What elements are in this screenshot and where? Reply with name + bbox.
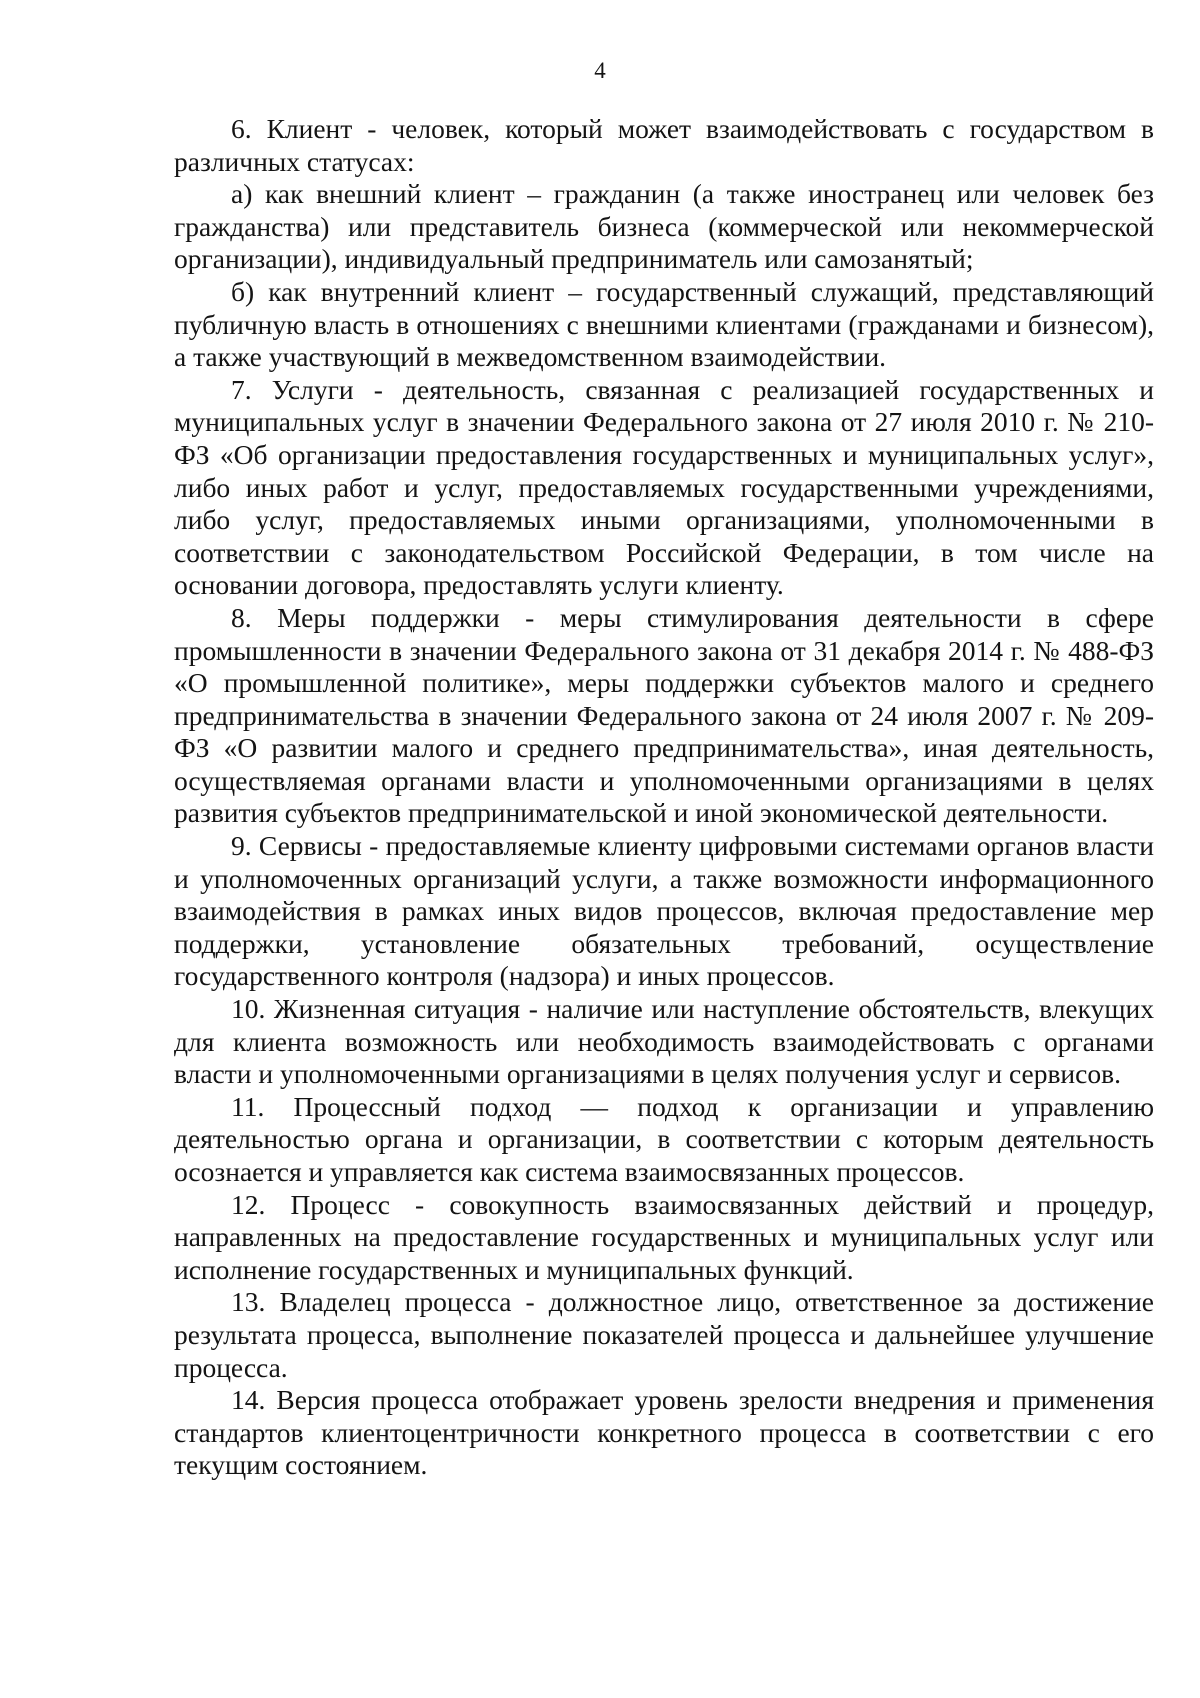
paragraph-client-definition: 6. Клиент - человек, который может взаимодействовать с государством в различных статусах:: [174, 113, 1154, 177]
paragraph-support-measures: 8. Меры поддержки - меры стимулирования деятельности в сфере промышленности в значении Федерального закона от 31 декабря 2014 г. № 488-ФЗ «О промышленной политике», меры поддержки субъектов малого и среднего предпринимательства в значении Федерального закона от 24 июля 2007 г. № 209-ФЗ «О развитии малого и среднего предпринимательства», иная деятельность, осуществляемая органами власти и уполномоченными организациями в целях развития субъектов предпринимательской и иной экономической деятельности.: [174, 601, 1154, 829]
paragraph-services-definition: 7. Услуги - деятельность, связанная с реализацией государственных и муниципальных услуг в значении Федерального закона от 27 июля 2010 г. № 210-ФЗ «Об организации предоставления государственных и муниципальных услуг», либо иных работ и услуг, предоставляемых государственными учреждениями, либо услуг, предоставляемых иными организациями, уполномоченными в соответствии с законодательством Российской Федерации, в том числе на основании договора, предоставлять услуги клиенту.: [174, 373, 1154, 601]
document-body: [174, 113, 1154, 1482]
page-number: 4: [594, 58, 606, 83]
paragraph-process-version: 14. Версия процесса отображает уровень зрелости внедрения и применения стандартов клиентоцентричности конкретного процесса в соответствии с его текущим состоянием.: [174, 1384, 1154, 1481]
paragraph-external-client: а) как внешний клиент – гражданин (а также иностранец или человек без гражданства) или представитель бизнеса (коммерческой или некоммерческой организации), индивидуальный предприниматель или самозанятый;: [174, 178, 1154, 275]
paragraph-internal-client: б) как внутренний клиент – государственный служащий, представляющий публичную власть в отношениях с внешними клиентами (гражданами и бизнесом), а также участвующий в межведомственном взаимодействии.: [174, 275, 1154, 373]
paragraph-life-situation: 10. Жизненная ситуация - наличие или наступление обстоятельств, влекущих для клиента возможность или необходимость взаимодействовать с органами власти и уполномоченными организациями в целях получения услуг и сервисов.: [174, 993, 1154, 1090]
paragraph-process-approach: 11. Процессный подход — подход к организации и управлению деятельностью органа и организации, в соответствии с которым деятельность осознается и управляется как система взаимосвязанных процессов.: [174, 1090, 1154, 1187]
paragraph-process-owner: 13. Владелец процесса - должностное лицо, ответственное за достижение результата процесса, выполнение показателей процесса и дальнейшее улучшение процесса.: [174, 1286, 1154, 1383]
paragraph-digital-services: 9. Сервисы - предоставляемые клиенту цифровыми системами органов власти и уполномоченных организаций услуги, а также возможности информационного взаимодействия в рамках иных видов процессов, включая предоставление мер поддержки, установление обязательных требований, осуществление государственного контроля (надзора) и иных процессов.: [174, 830, 1154, 992]
paragraph-process-definition: 12. Процесс - совокупность взаимосвязанных действий и процедур, направленных на предоставление государственных и муниципальных услуг или исполнение государственных и муниципальных функций.: [174, 1188, 1154, 1285]
